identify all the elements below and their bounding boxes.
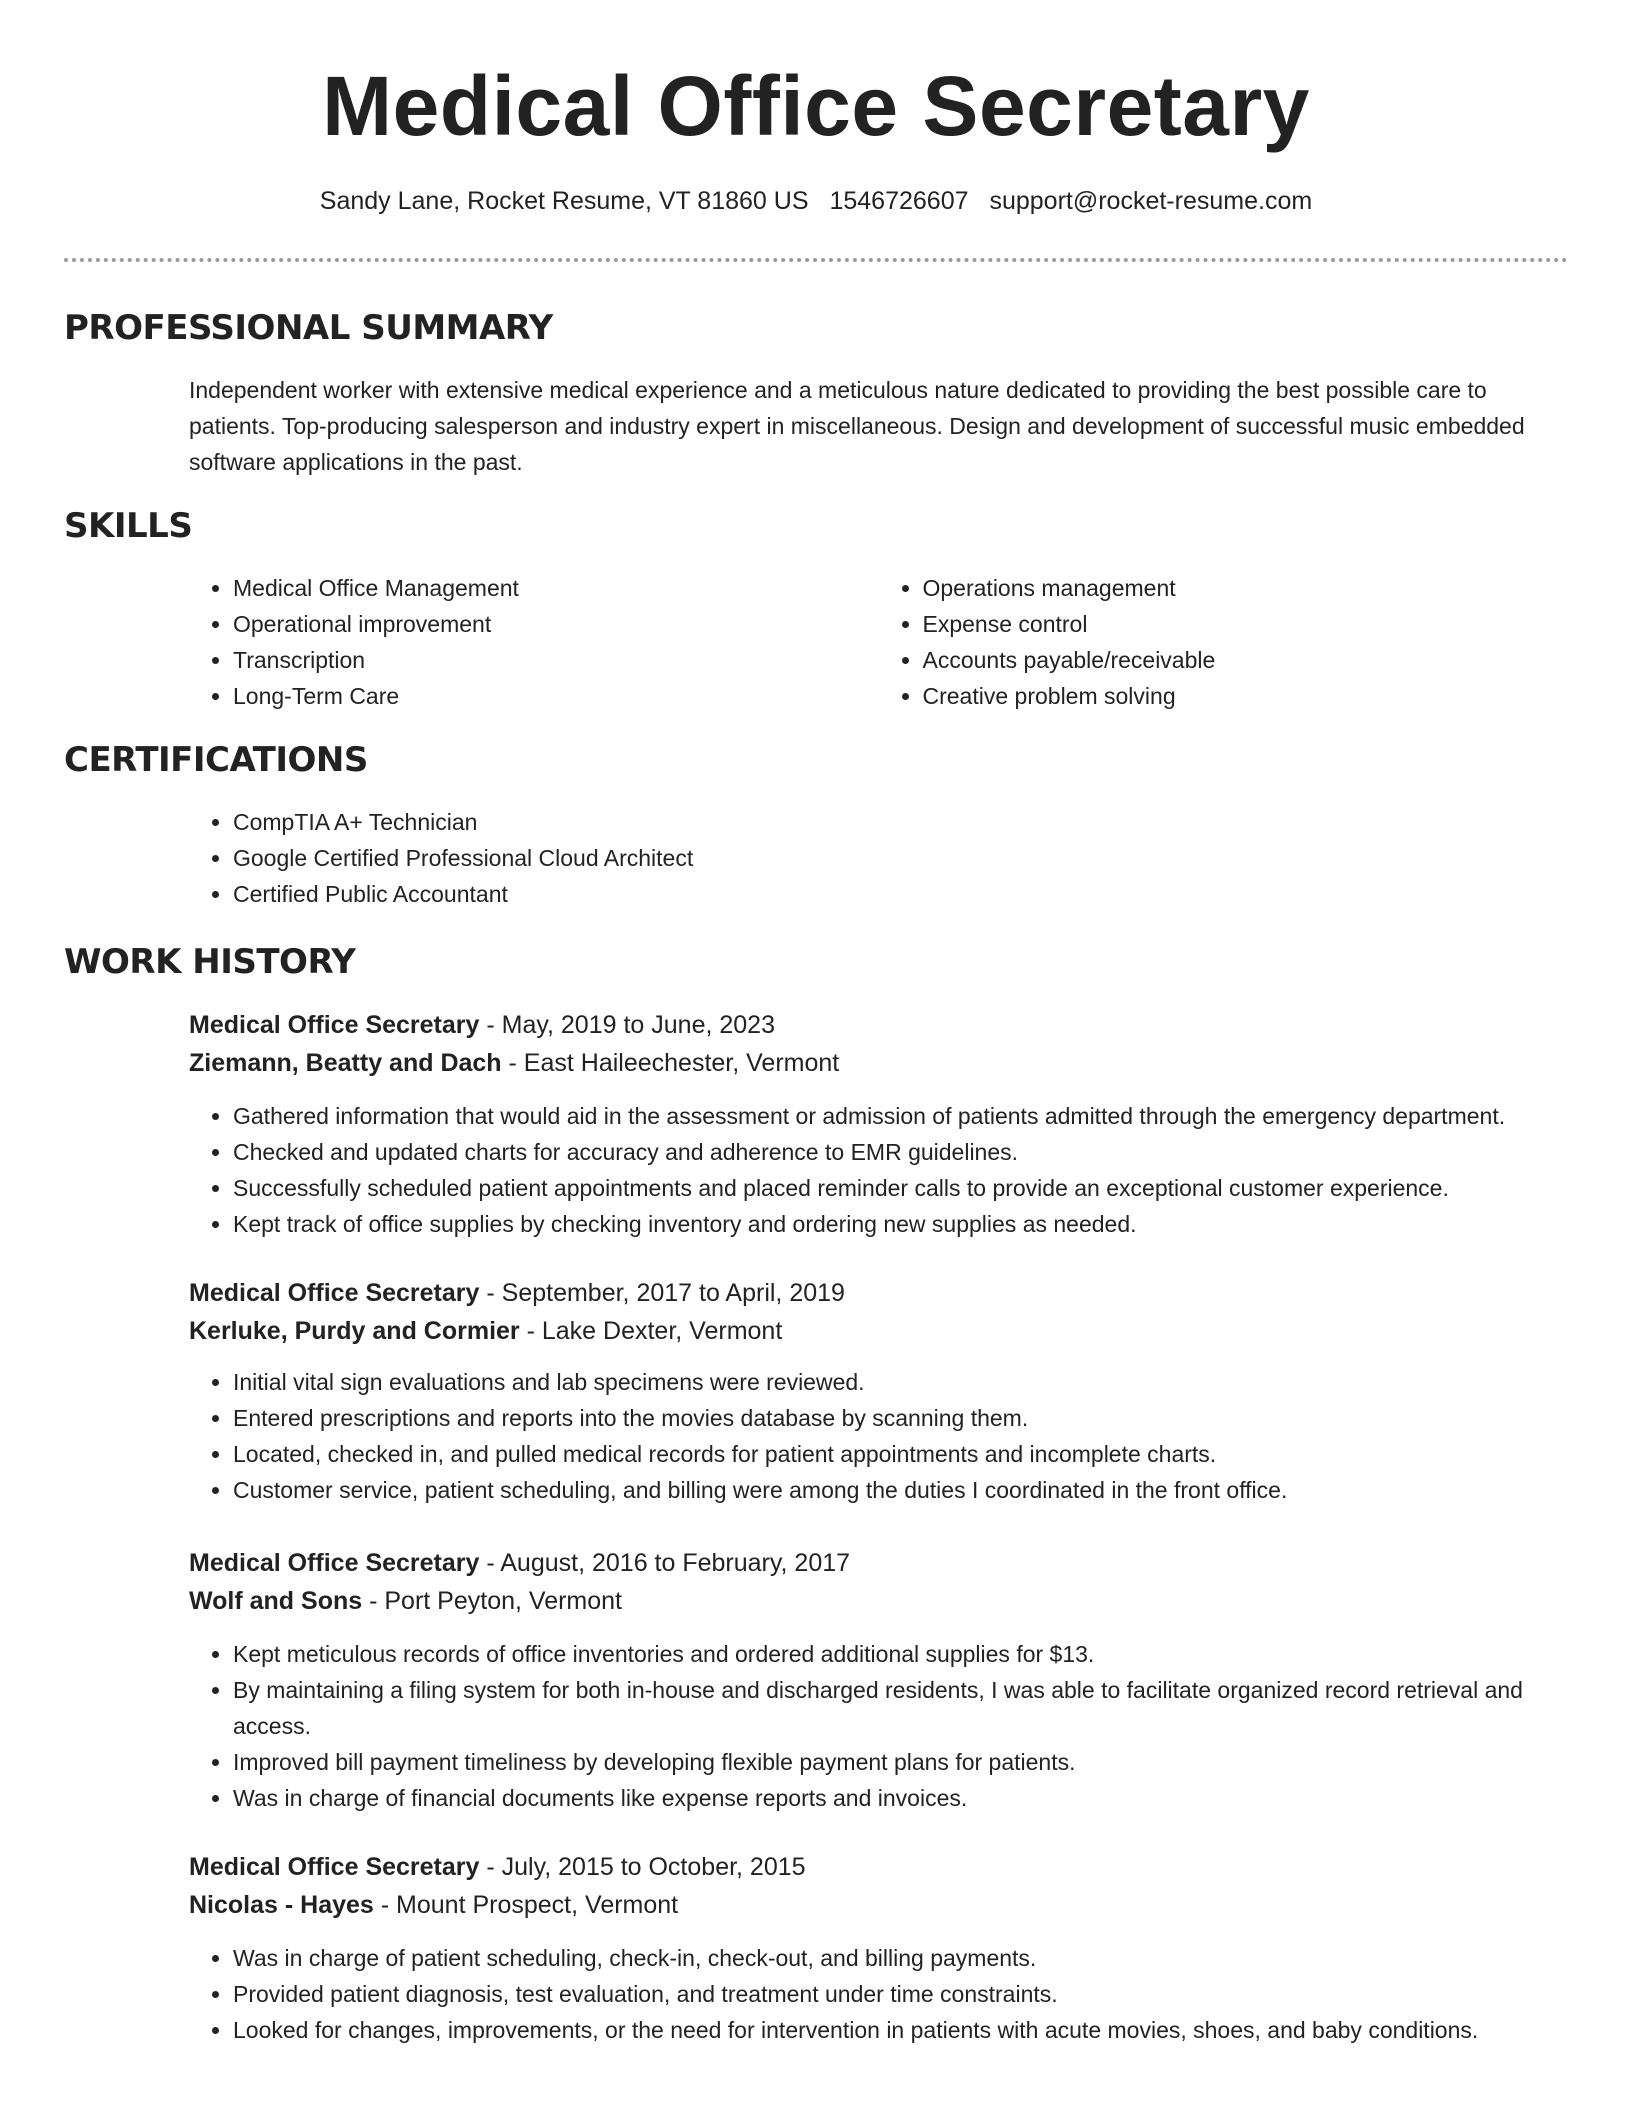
job-title: Medical Office Secretary xyxy=(189,1279,480,1307)
job-bullets xyxy=(189,1364,1568,1508)
job-title: Medical Office Secretary xyxy=(189,1011,480,1039)
certification-item: • CompTIA A+ Technician xyxy=(233,804,1568,840)
skill-item: • Creative problem solving xyxy=(923,678,1569,714)
skills-heading: SKILLS xyxy=(64,506,193,546)
skill-item: • Transcription xyxy=(233,642,879,678)
job-bullets xyxy=(189,1636,1568,1816)
job-bullet: • Looked for changes, improvements, or the need for intervention in patients with acute movies, shoes, and baby conditions. xyxy=(233,2012,1568,2048)
job-title-line xyxy=(189,1006,1568,1044)
job-entry xyxy=(189,1274,1568,1508)
job-title-line xyxy=(189,1848,1568,1886)
company-line xyxy=(189,1312,1568,1350)
skill-item: • Medical Office Management xyxy=(233,570,879,606)
job-bullet: • Improved bill payment timeliness by developing flexible payment plans for patients. xyxy=(233,1744,1568,1780)
job-bullet: • Customer service, patient scheduling, and billing were among the duties I coordinated in the front office. xyxy=(233,1472,1568,1508)
job-bullets xyxy=(189,1098,1568,1242)
job-bullet: • Kept meticulous records of office inventories and ordered additional supplies for $13. xyxy=(233,1636,1568,1672)
job-bullet: • Gathered information that would aid in the assessment or admission of patients admitted through the emergency department. xyxy=(233,1098,1568,1134)
job-title: Medical Office Secretary xyxy=(189,1549,480,1577)
work-history-heading: WORK HISTORY xyxy=(64,942,356,982)
company-name: Nicolas - Hayes xyxy=(189,1891,374,1919)
resume-name-title: Medical Office Secretary xyxy=(322,59,1310,153)
job-title: Medical Office Secretary xyxy=(189,1853,480,1881)
job-entry xyxy=(189,1544,1568,1816)
contact-address: Sandy Lane, Rocket Resume, VT 81860 US xyxy=(319,187,809,215)
job-bullet: • Was in charge of financial documents like expense reports and invoices. xyxy=(233,1780,1568,1816)
skill-item: • Operational improvement xyxy=(233,606,879,642)
certifications-list xyxy=(189,804,1568,912)
company-location: - Mount Prospect, Vermont xyxy=(373,1891,679,1919)
job-dates: - May, 2019 to June, 2023 xyxy=(479,1011,775,1039)
skill-item: • Operations management xyxy=(923,570,1569,606)
certification-item: • Google Certified Professional Cloud Architect xyxy=(233,840,1568,876)
summary-heading: PROFESSIONAL SUMMARY xyxy=(64,308,553,348)
company-location: - East Haileechester, Vermont xyxy=(501,1049,840,1077)
company-name: Wolf and Sons xyxy=(189,1587,363,1615)
skills-column-right xyxy=(879,570,1569,714)
contact-email: support@rocket-resume.com xyxy=(989,187,1313,215)
job-entry xyxy=(189,1848,1568,2048)
job-entry xyxy=(189,1006,1568,1242)
job-dates: - July, 2015 to October, 2015 xyxy=(479,1853,806,1881)
skill-item: • Expense control xyxy=(923,606,1569,642)
skills-list xyxy=(189,570,1568,714)
contact-phone: 1546726607 xyxy=(829,187,969,215)
skills-column-left xyxy=(189,570,879,714)
job-bullet: • Located, checked in, and pulled medical records for patient appointments and incomplete charts. xyxy=(233,1436,1568,1472)
header-divider xyxy=(64,258,1568,262)
company-name: Ziemann, Beatty and Dach xyxy=(189,1049,502,1077)
job-bullet: • Was in charge of patient scheduling, check-in, check-out, and billing payments. xyxy=(233,1940,1568,1976)
certifications-heading: CERTIFICATIONS xyxy=(64,740,368,780)
resume-page xyxy=(64,0,1568,2048)
contact-line xyxy=(64,184,1568,218)
company-location: - Port Peyton, Vermont xyxy=(362,1587,622,1615)
job-bullet: • Initial vital sign evaluations and lab specimens were reviewed. xyxy=(233,1364,1568,1400)
job-bullet: • Provided patient diagnosis, test evaluation, and treatment under time constraints. xyxy=(233,1976,1568,2012)
job-title-line xyxy=(189,1274,1568,1312)
job-title-line xyxy=(189,1544,1568,1582)
skill-item: • Accounts payable/receivable xyxy=(923,642,1569,678)
job-bullets xyxy=(189,1940,1568,2048)
job-bullet: • Entered prescriptions and reports into the movies database by scanning them. xyxy=(233,1400,1568,1436)
job-bullet: • Checked and updated charts for accuracy and adherence to EMR guidelines. xyxy=(233,1134,1568,1170)
company-line xyxy=(189,1044,1568,1082)
skill-item: • Long-Term Care xyxy=(233,678,879,714)
company-name: Kerluke, Purdy and Cormier xyxy=(189,1317,520,1345)
company-line xyxy=(189,1582,1568,1620)
job-bullet: • Successfully scheduled patient appointments and placed reminder calls to provide an exceptional customer experience. xyxy=(233,1170,1568,1206)
company-location: - Lake Dexter, Vermont xyxy=(519,1317,783,1345)
summary-text: Independent worker with extensive medical experience and a meticulous nature dedicated to providing the best possible care to patients. Top-producing salesperson and industry expert in miscellaneous. Design and development of successful music embedded software applications in the past. xyxy=(189,377,1525,475)
job-bullet: • By maintaining a filing system for both in-house and discharged residents, I was able to facilitate organized record retrieval and access. xyxy=(233,1672,1568,1744)
job-dates: - September, 2017 to April, 2019 xyxy=(479,1279,845,1307)
job-bullet: • Kept track of office supplies by checking inventory and ordering new supplies as needed. xyxy=(233,1206,1568,1242)
company-line xyxy=(189,1886,1568,1924)
job-dates: - August, 2016 to February, 2017 xyxy=(479,1549,851,1577)
certification-item: • Certified Public Accountant xyxy=(233,876,1568,912)
